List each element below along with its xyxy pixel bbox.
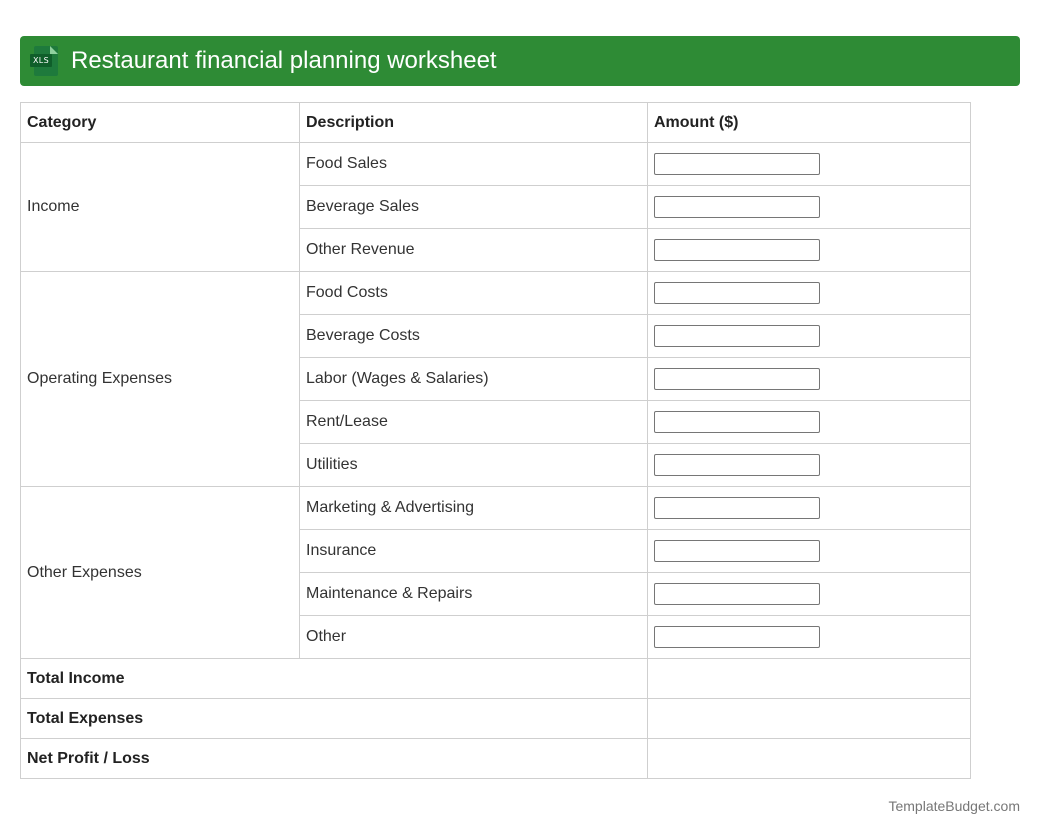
amount-input-food-costs[interactable] [654, 282, 820, 304]
description-marketing: Marketing & Advertising [300, 487, 648, 530]
category-income: Income [21, 143, 300, 272]
net-profit-label: Net Profit / Loss [21, 739, 648, 779]
net-profit-row [21, 739, 971, 779]
table-row [21, 487, 971, 530]
amount-cell [648, 143, 971, 186]
amount-cell [648, 530, 971, 573]
amount-input-marketing[interactable] [654, 497, 820, 519]
table-row [21, 143, 971, 186]
total-expenses-row [21, 699, 971, 739]
amount-cell [648, 272, 971, 315]
total-income-value [648, 659, 971, 699]
column-header-amount: Amount ($) [648, 103, 971, 143]
page-title: Restaurant financial planning worksheet [71, 47, 497, 74]
amount-cell [648, 229, 971, 272]
description-rent-lease: Rent/Lease [300, 401, 648, 444]
amount-input-rent-lease[interactable] [654, 411, 820, 433]
total-income-row [21, 659, 971, 699]
amount-cell [648, 358, 971, 401]
xls-file-icon [32, 46, 58, 76]
description-other: Other [300, 616, 648, 659]
amount-cell [648, 186, 971, 229]
amount-cell [648, 487, 971, 530]
amount-input-insurance[interactable] [654, 540, 820, 562]
table-header-row [21, 103, 971, 143]
category-operating-expenses: Operating Expenses [21, 272, 300, 487]
description-labor: Labor (Wages & Salaries) [300, 358, 648, 401]
description-insurance: Insurance [300, 530, 648, 573]
total-expenses-value [648, 699, 971, 739]
amount-input-beverage-sales[interactable] [654, 196, 820, 218]
net-profit-value [648, 739, 971, 779]
description-beverage-sales: Beverage Sales [300, 186, 648, 229]
amount-input-beverage-costs[interactable] [654, 325, 820, 347]
column-header-description: Description [300, 103, 648, 143]
table-row [21, 272, 971, 315]
amount-cell [648, 401, 971, 444]
amount-input-maintenance[interactable] [654, 583, 820, 605]
column-header-category: Category [21, 103, 300, 143]
amount-cell [648, 444, 971, 487]
xls-icon-label: XLS [30, 54, 52, 67]
description-food-costs: Food Costs [300, 272, 648, 315]
financial-worksheet-table [20, 102, 971, 779]
amount-cell [648, 616, 971, 659]
amount-cell [648, 573, 971, 616]
amount-cell [648, 315, 971, 358]
description-other-revenue: Other Revenue [300, 229, 648, 272]
description-beverage-costs: Beverage Costs [300, 315, 648, 358]
amount-input-labor[interactable] [654, 368, 820, 390]
total-income-label: Total Income [21, 659, 648, 699]
description-maintenance: Maintenance & Repairs [300, 573, 648, 616]
page-header [20, 36, 1020, 86]
amount-input-other[interactable] [654, 626, 820, 648]
description-utilities: Utilities [300, 444, 648, 487]
amount-input-utilities[interactable] [654, 454, 820, 476]
category-other-expenses: Other Expenses [21, 487, 300, 659]
total-expenses-label: Total Expenses [21, 699, 648, 739]
description-food-sales: Food Sales [300, 143, 648, 186]
amount-input-other-revenue[interactable] [654, 239, 820, 261]
footer-brand: TemplateBudget.com [888, 798, 1020, 814]
amount-input-food-sales[interactable] [654, 153, 820, 175]
